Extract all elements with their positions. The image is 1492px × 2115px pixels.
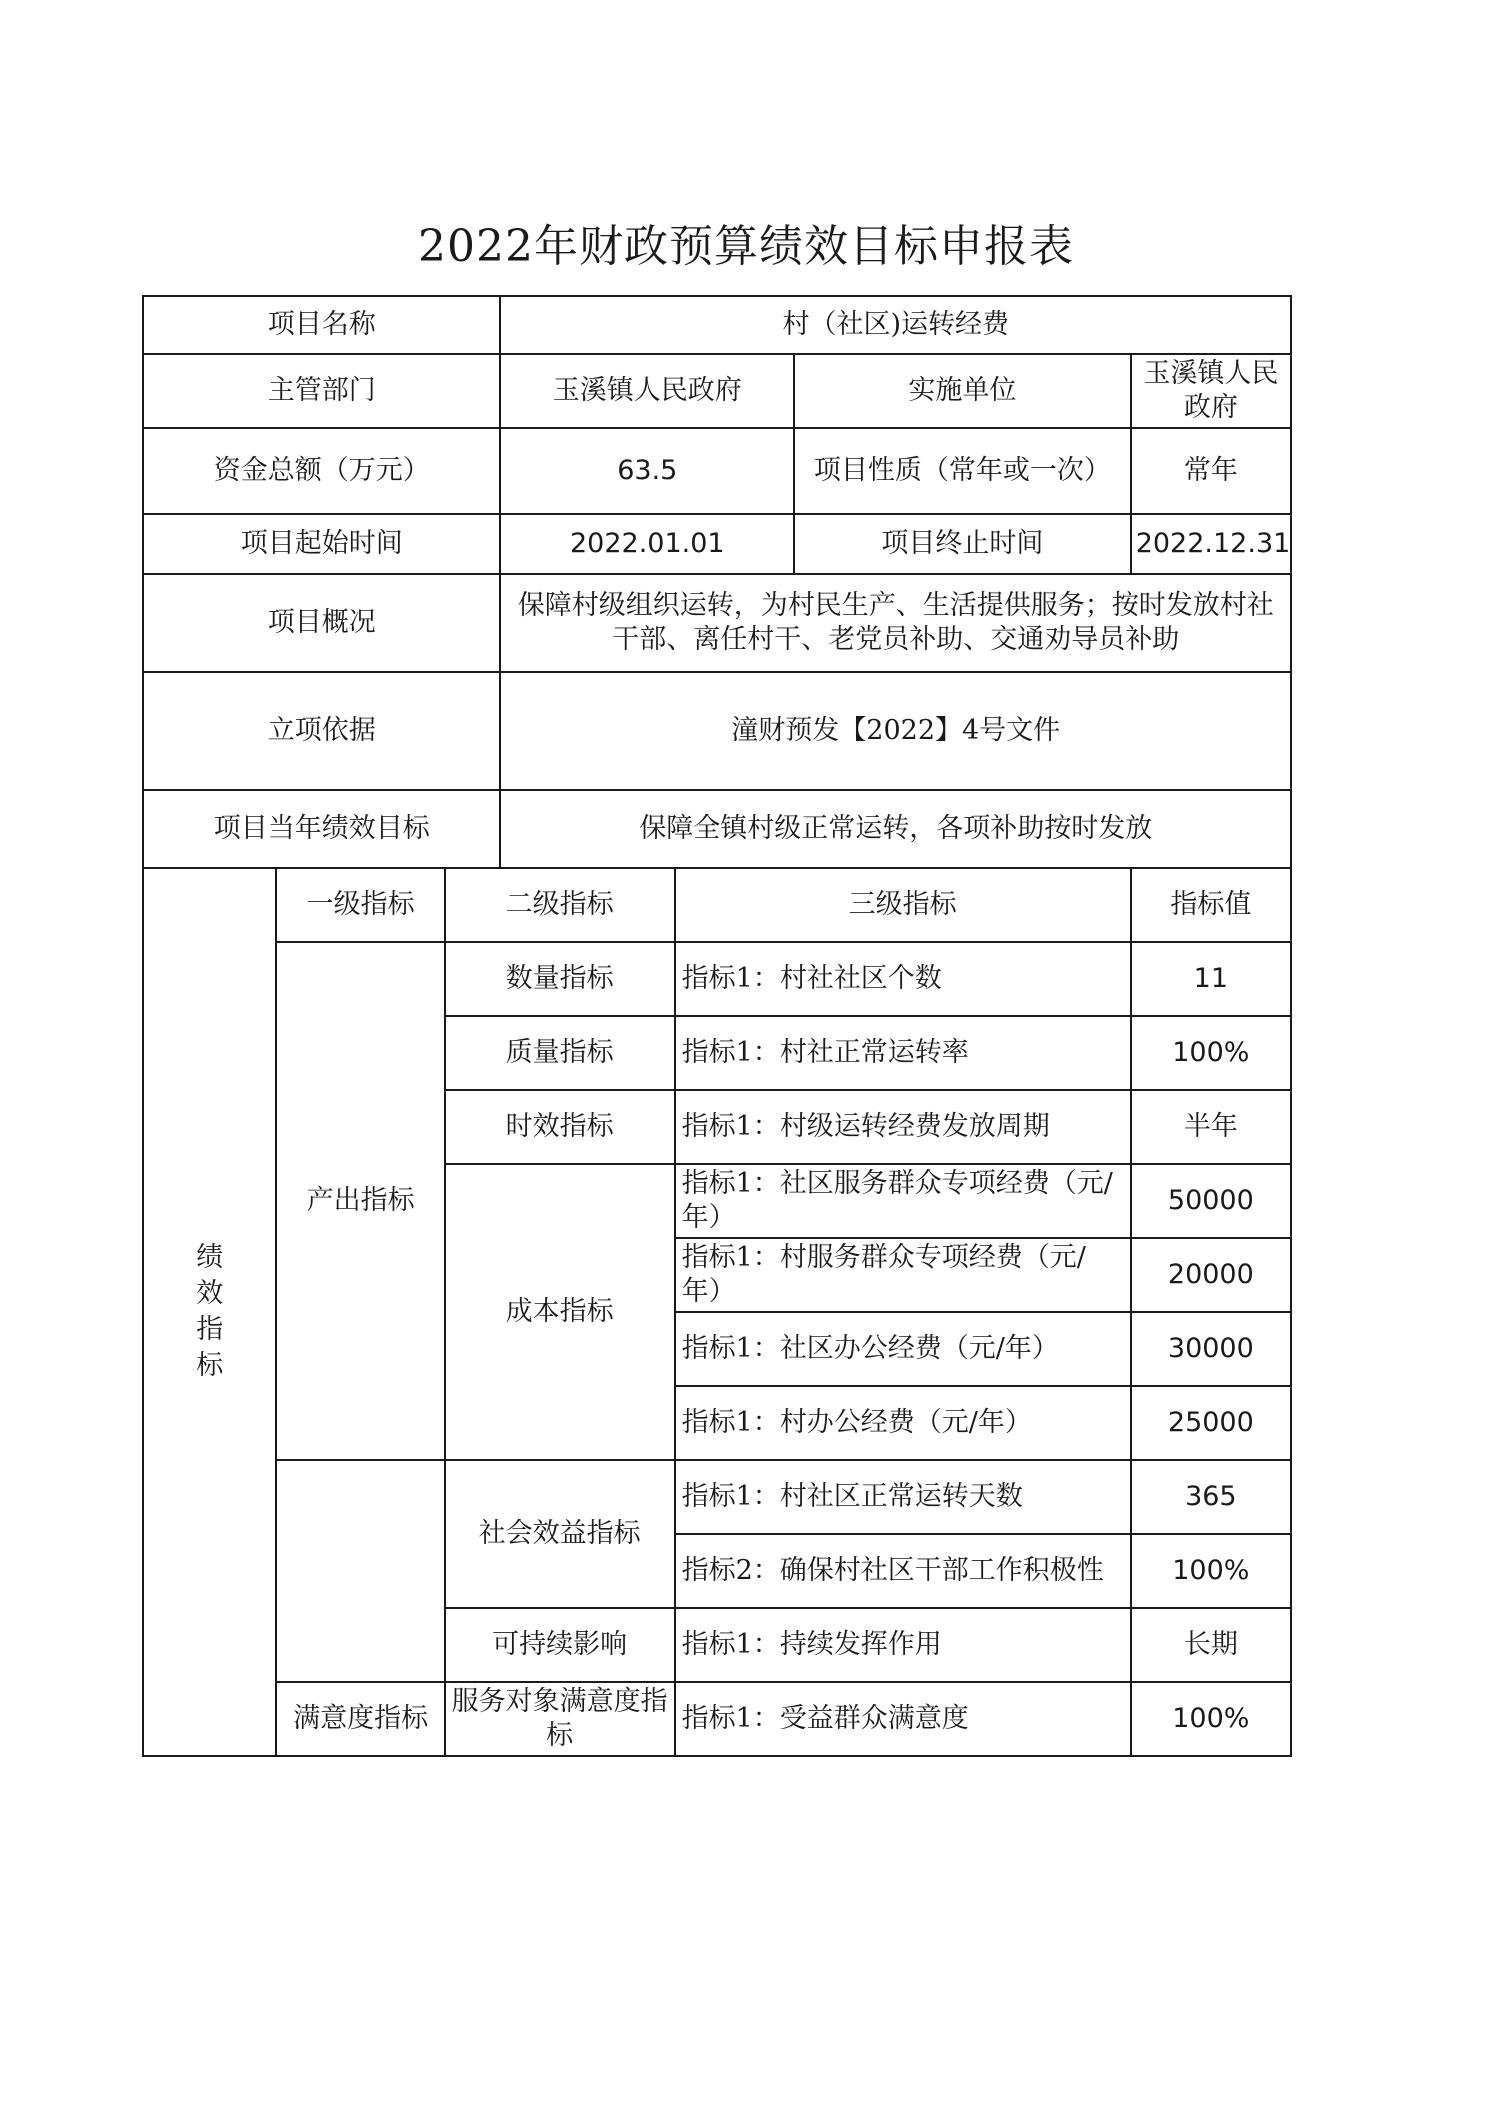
indicator-name: 指标1：持续发挥作用 [675,1608,1131,1682]
indicator-name: 指标1：受益群众满意度 [675,1682,1131,1756]
indicator-name: 指标1：村社区正常运转天数 [675,1460,1131,1534]
start-value: 2022.01.01 [500,514,794,574]
indicator-value: 30000 [1131,1312,1291,1386]
section-label-cell [143,868,276,1756]
service-label: 服务对象满意度指标 [445,1682,675,1756]
indicator-value: 100% [1131,1016,1291,1090]
cost-label: 成本指标 [445,1164,675,1460]
indicator-value: 50000 [1131,1164,1291,1238]
output-label: 产出指标 [276,942,444,1460]
impl-label: 实施单位 [794,354,1131,428]
start-label: 项目起始时间 [143,514,500,574]
funds-label: 资金总额（万元） [143,428,500,514]
table-row [143,1682,1291,1756]
row-project-name [143,296,1291,354]
overview-label: 项目概况 [143,574,500,672]
social-label: 社会效益指标 [445,1460,675,1608]
row-funds [143,428,1291,514]
satisfaction-label: 满意度指标 [276,1682,444,1756]
header-level2: 二级指标 [445,868,675,942]
indicator-header-row [143,868,1291,942]
budget-form-table [142,295,1292,1757]
timeliness-label: 时效指标 [445,1090,675,1164]
basis-label: 立项依据 [143,672,500,790]
dept-value: 玉溪镇人民政府 [500,354,794,428]
indicator-name: 指标1：村办公经费（元/年） [675,1386,1131,1460]
row-overview [143,574,1291,672]
quality-label: 质量指标 [445,1016,675,1090]
overview-value: 保障村级组织运转，为村民生产、生活提供服务；按时发放村社干部、离任村干、老党员补助、交通劝导员补助 [500,574,1291,672]
header-value: 指标值 [1131,868,1291,942]
indicator-value: 20000 [1131,1238,1291,1312]
end-value: 2022.12.31 [1131,514,1291,574]
row-goal [143,790,1291,868]
dept-label: 主管部门 [143,354,500,428]
basis-value: 潼财预发【2022】4号文件 [500,672,1291,790]
indicator-value: 长期 [1131,1608,1291,1682]
indicator-value: 100% [1131,1682,1291,1756]
header-level3: 三级指标 [675,868,1131,942]
impl-value: 玉溪镇人民政府 [1131,354,1291,428]
row-dates [143,514,1291,574]
indicator-value: 365 [1131,1460,1291,1534]
page-title: 2022年财政预算绩效目标申报表 [418,221,1074,272]
indicator-name: 指标2：确保村社区干部工作积极性 [675,1534,1131,1608]
section-label: 绩效指标 [196,1242,224,1381]
end-label: 项目终止时间 [794,514,1131,574]
funds-value: 63.5 [500,428,794,514]
indicator-name: 指标1：村级运转经费发放周期 [675,1090,1131,1164]
table-row [143,942,1291,1016]
indicator-value: 11 [1131,942,1291,1016]
goal-value: 保障全镇村级正常运转，各项补助按时发放 [500,790,1291,868]
indicator-name: 指标1：村社社区个数 [675,942,1131,1016]
indicator-value: 100% [1131,1534,1291,1608]
indicator-value: 半年 [1131,1090,1291,1164]
row-department [143,354,1291,428]
indicator-name: 指标1：村服务群众专项经费（元/年） [675,1238,1131,1312]
row-basis [143,672,1291,790]
project-name-value: 村（社区)运转经费 [500,296,1291,354]
benefit-level1-cell [276,1460,444,1682]
indicator-name: 指标1：社区服务群众专项经费（元/年） [675,1164,1131,1238]
sustain-label: 可持续影响 [445,1608,675,1682]
goal-label: 项目当年绩效目标 [143,790,500,868]
indicator-value: 25000 [1131,1386,1291,1460]
indicator-name: 指标1：社区办公经费（元/年） [675,1312,1131,1386]
nature-value: 常年 [1131,428,1291,514]
project-name-label: 项目名称 [143,296,500,354]
table-row [143,1460,1291,1534]
nature-label: 项目性质（常年或一次） [794,428,1131,514]
header-level1: 一级指标 [276,868,444,942]
indicator-name: 指标1：村社正常运转率 [675,1016,1131,1090]
quantity-label: 数量指标 [445,942,675,1016]
